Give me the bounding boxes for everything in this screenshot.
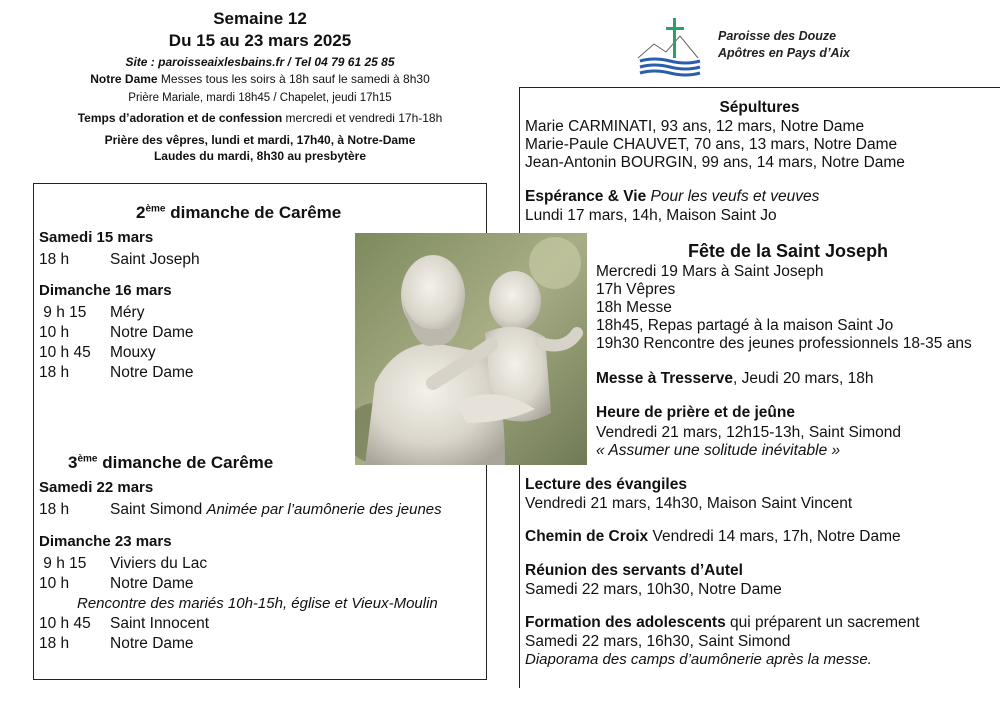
list-item: 19h30 Rencontre des jeunes professionnels 18-35 ans (596, 335, 972, 352)
mass-row: 18 h Saint Joseph (39, 251, 200, 268)
notre-dame-line: Notre Dame Messes tous les soirs à 18h sauf le samedi à 8h30 (90, 72, 430, 86)
esperance-vie-when: Lundi 17 mars, 14h, Maison Saint Jo (525, 207, 777, 224)
esperance-vie-heading: Espérance & Vie Pour les veufs et veuves (525, 188, 820, 205)
list-item: Marie-Paule CHAUVET, 70 ans, 13 mars, Notre Dame (525, 136, 898, 153)
day-heading: Dimanche 16 mars (39, 282, 172, 299)
chemin-croix-line: Chemin de Croix Vendredi 14 mars, 17h, Notre Dame (525, 528, 901, 545)
site-line: Site : paroisseaixlesbains.fr / Tel 04 79 61 25 85 (125, 55, 395, 69)
heure-priere-when: Vendredi 21 mars, 12h15-13h, Saint Simond (596, 424, 902, 441)
sepultures-list (525, 118, 905, 172)
mass-list (39, 554, 438, 654)
mass-list (39, 303, 194, 383)
list-item: 18h Messe (596, 299, 672, 316)
mass-row: 18 h Notre Dame (39, 635, 194, 652)
header-block (40, 8, 480, 164)
vepres-line: Prière des vêpres, lundi et mardi, 17h40, à Notre-Dame (104, 133, 416, 147)
right-panel-border-top (519, 87, 1000, 88)
mass-row: 10 h Notre Dame (39, 324, 194, 341)
day-heading: Dimanche 23 mars (39, 533, 172, 550)
mass-row: 10 h 45 Mouxy (39, 344, 156, 361)
day-heading: Samedi 22 mars (39, 479, 154, 496)
mass-row: 18 h Saint Simond Animée par l’aumônerie des jeunes (39, 501, 442, 518)
tresserve-line: Messe à Tresserve, Jeudi 20 mars, 18h (596, 370, 874, 387)
lecture-when: Vendredi 21 mars, 14h30, Maison Saint Vincent (525, 495, 853, 512)
formation-note: Diaporama des camps d’aumônerie après la messe. (525, 651, 872, 668)
laudes-line: Laudes du mardi, 8h30 au presbytère (153, 149, 367, 163)
logo-text: Paroisse des Douze Apôtres en Pays d’Aix (718, 29, 850, 60)
saint-joseph-list (596, 263, 972, 353)
mass-row: 9 h 15 Viviers du Lac (39, 555, 208, 572)
mass-row: 10 h 45 Saint Innocent (39, 615, 210, 632)
list-item: Marie CARMINATI, 93 ans, 12 mars, Notre Dame (525, 118, 865, 135)
sunday-3-title: 3ème dimanche de Carême (68, 453, 274, 472)
sunday-2-title: 2ème dimanche de Carême (136, 203, 342, 222)
formation-when: Samedi 22 mars, 16h30, Saint Simond (525, 633, 791, 650)
adoration-line: Temps d’adoration et de confession mercredi et vendredi 17h-18h (77, 111, 443, 125)
heure-priere-title: Heure de prière et de jeûne (596, 404, 795, 421)
lecture-title: Lecture des évangiles (525, 476, 687, 493)
week-title: Semaine 12 (213, 9, 307, 28)
list-item: 18h45, Repas partagé à la maison Saint Jo (596, 317, 894, 334)
list-item: 17h Vêpres (596, 281, 676, 298)
servants-title: Réunion des servants d’Autel (525, 562, 743, 579)
mass-row: 10 h Notre Dame (39, 575, 194, 592)
saint-joseph-title: Fête de la Saint Joseph (688, 241, 889, 261)
day-heading: Samedi 15 mars (39, 229, 154, 246)
servants-when: Samedi 22 mars, 10h30, Notre Dame (525, 581, 782, 598)
mass-note: Rencontre des mariés 10h-15h, église et Vieux-Moulin (77, 595, 438, 612)
priere-line: Prière Mariale, mardi 18h45 / Chapelet, jeudi 17h15 (128, 92, 392, 104)
cross-icon (673, 18, 676, 58)
mass-row: 18 h Notre Dame (39, 364, 194, 381)
formation-heading: Formation des adolescents qui préparent un sacrement (525, 614, 920, 631)
sepultures-title: Sépultures (719, 99, 800, 116)
date-range: Du 15 au 23 mars 2025 (168, 31, 352, 50)
list-item: Mercredi 19 Mars à Saint Joseph (596, 263, 824, 280)
heure-priere-note: « Assumer une solitude inévitable » (596, 442, 841, 459)
list-item: Jean-Antonin BOURGIN, 99 ans, 14 mars, Notre Dame (525, 154, 905, 171)
saint-joseph-statue-photo (355, 233, 587, 465)
mass-row: 9 h 15 Méry (39, 304, 145, 321)
